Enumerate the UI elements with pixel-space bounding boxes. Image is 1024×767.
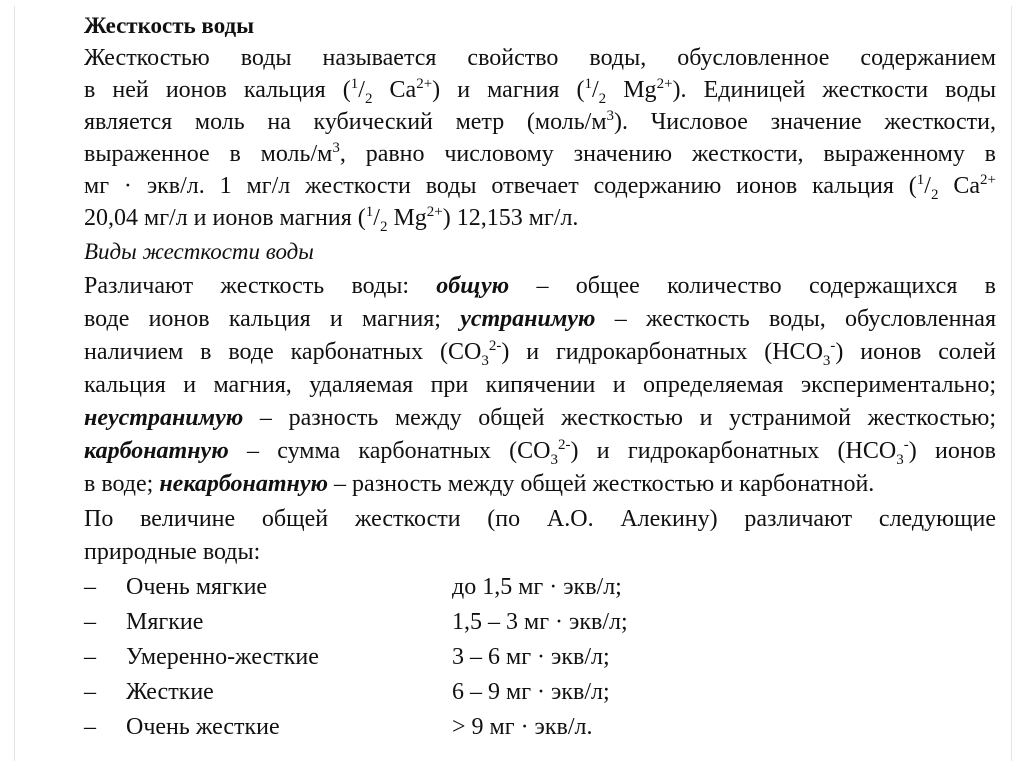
list-item <box>84 675 996 709</box>
subheading: Виды жесткости воды <box>84 239 314 264</box>
water-type: Умеренно-жесткие <box>126 644 319 670</box>
list-item <box>84 605 996 639</box>
hardness-range: до 1,5 мг · экв/л; <box>452 574 622 600</box>
list-dash: – <box>84 679 96 705</box>
term-carbonate-hardness: карбонатную <box>84 438 229 464</box>
list-item <box>84 640 996 674</box>
list-item <box>84 710 996 744</box>
term-total-hardness: общую <box>436 273 510 299</box>
term-noncarbonate-hardness: некарбонатную <box>159 471 329 497</box>
section-heading: Жесткость воды <box>84 13 255 38</box>
paragraph2-line2: воде ионов кальция и магния; устранимую – жесткость воды, обусловленная <box>84 306 996 332</box>
list-item <box>84 570 996 604</box>
list-dash: – <box>84 574 96 600</box>
paragraph1-line3: является моль на кубический метр $(моль/м^3)$. Числовое значение жесткости, <box>84 108 997 135</box>
list-dash: – <box>84 714 96 740</box>
hardness-range: 1,5 – 3 мг · экв/л; <box>452 609 628 635</box>
water-type: Мягкие <box>126 609 204 635</box>
paragraph2-line7: в воде; некарбонатную – разность между общей жесткостью и карбонатной. <box>84 471 875 497</box>
paragraph2-line5: неустранимую – разность между общей жесткостью и устранимой жесткостью; <box>84 405 996 431</box>
paragraph2-line3: наличием в воде карбонатных $(CO_3^{2-})$ и гидрокарбонатных $(HCO_3^-)$ ионов солей <box>84 338 997 369</box>
paragraph1-line2: в ней ионов кальция ($^1/_2$ $Ca^{2+}$) и магния ($^1/_2$ $Mg^{2+}$). Единицей жесткости воды <box>84 76 996 107</box>
paragraph1-line4: выраженное в моль/$м^3$, равно числовому значению жесткости, выраженному в <box>84 140 996 167</box>
hardness-range: 3 – 6 мг · экв/л; <box>452 644 610 670</box>
hardness-range: > 9 мг · экв/л. <box>452 714 593 740</box>
paragraph3-line1: По величине общей жесткости (по А.О. Алекину) различают следующие <box>84 506 996 532</box>
water-type: Очень жесткие <box>126 714 280 740</box>
hardness-range: 6 – 9 мг · экв/л; <box>452 679 610 705</box>
water-type: Жесткие <box>126 679 214 705</box>
paragraph2-line6: карбонатную – сумма карбонатных $(CO_3^{2-})$ и гидрокарбонатных $(HCO_3^-)$ ионов <box>84 437 996 468</box>
paragraph2-line4: кальция и магния, удаляемая при кипячении и определяемая экспериментально; <box>84 372 996 398</box>
paragraph1-line5: мг · экв/л. 1 мг/л жесткости воды отвечает содержанию ионов кальция ($^1/_2$ $Ca^{2+}$ <box>84 172 996 203</box>
water-type: Очень мягкие <box>126 574 268 600</box>
term-permanent-hardness: неустранимую <box>84 405 244 431</box>
paragraph2-line1: Различают жесткость воды: общую – общее количество содержащихся в <box>84 273 996 299</box>
term-removable-hardness: устранимую <box>460 306 596 332</box>
paragraph1-line1: Жесткостью воды называется свойство воды, обусловленное содержанием <box>84 45 996 71</box>
paragraph1-line6: 20,04 мг/л и ионов магния ($^1/_2$ $Mg^{2+}$) 12,153 мг/л. <box>84 204 579 235</box>
paragraph3-line2: природные воды: <box>84 539 261 565</box>
list-dash: – <box>84 644 96 670</box>
list-dash: – <box>84 609 96 635</box>
